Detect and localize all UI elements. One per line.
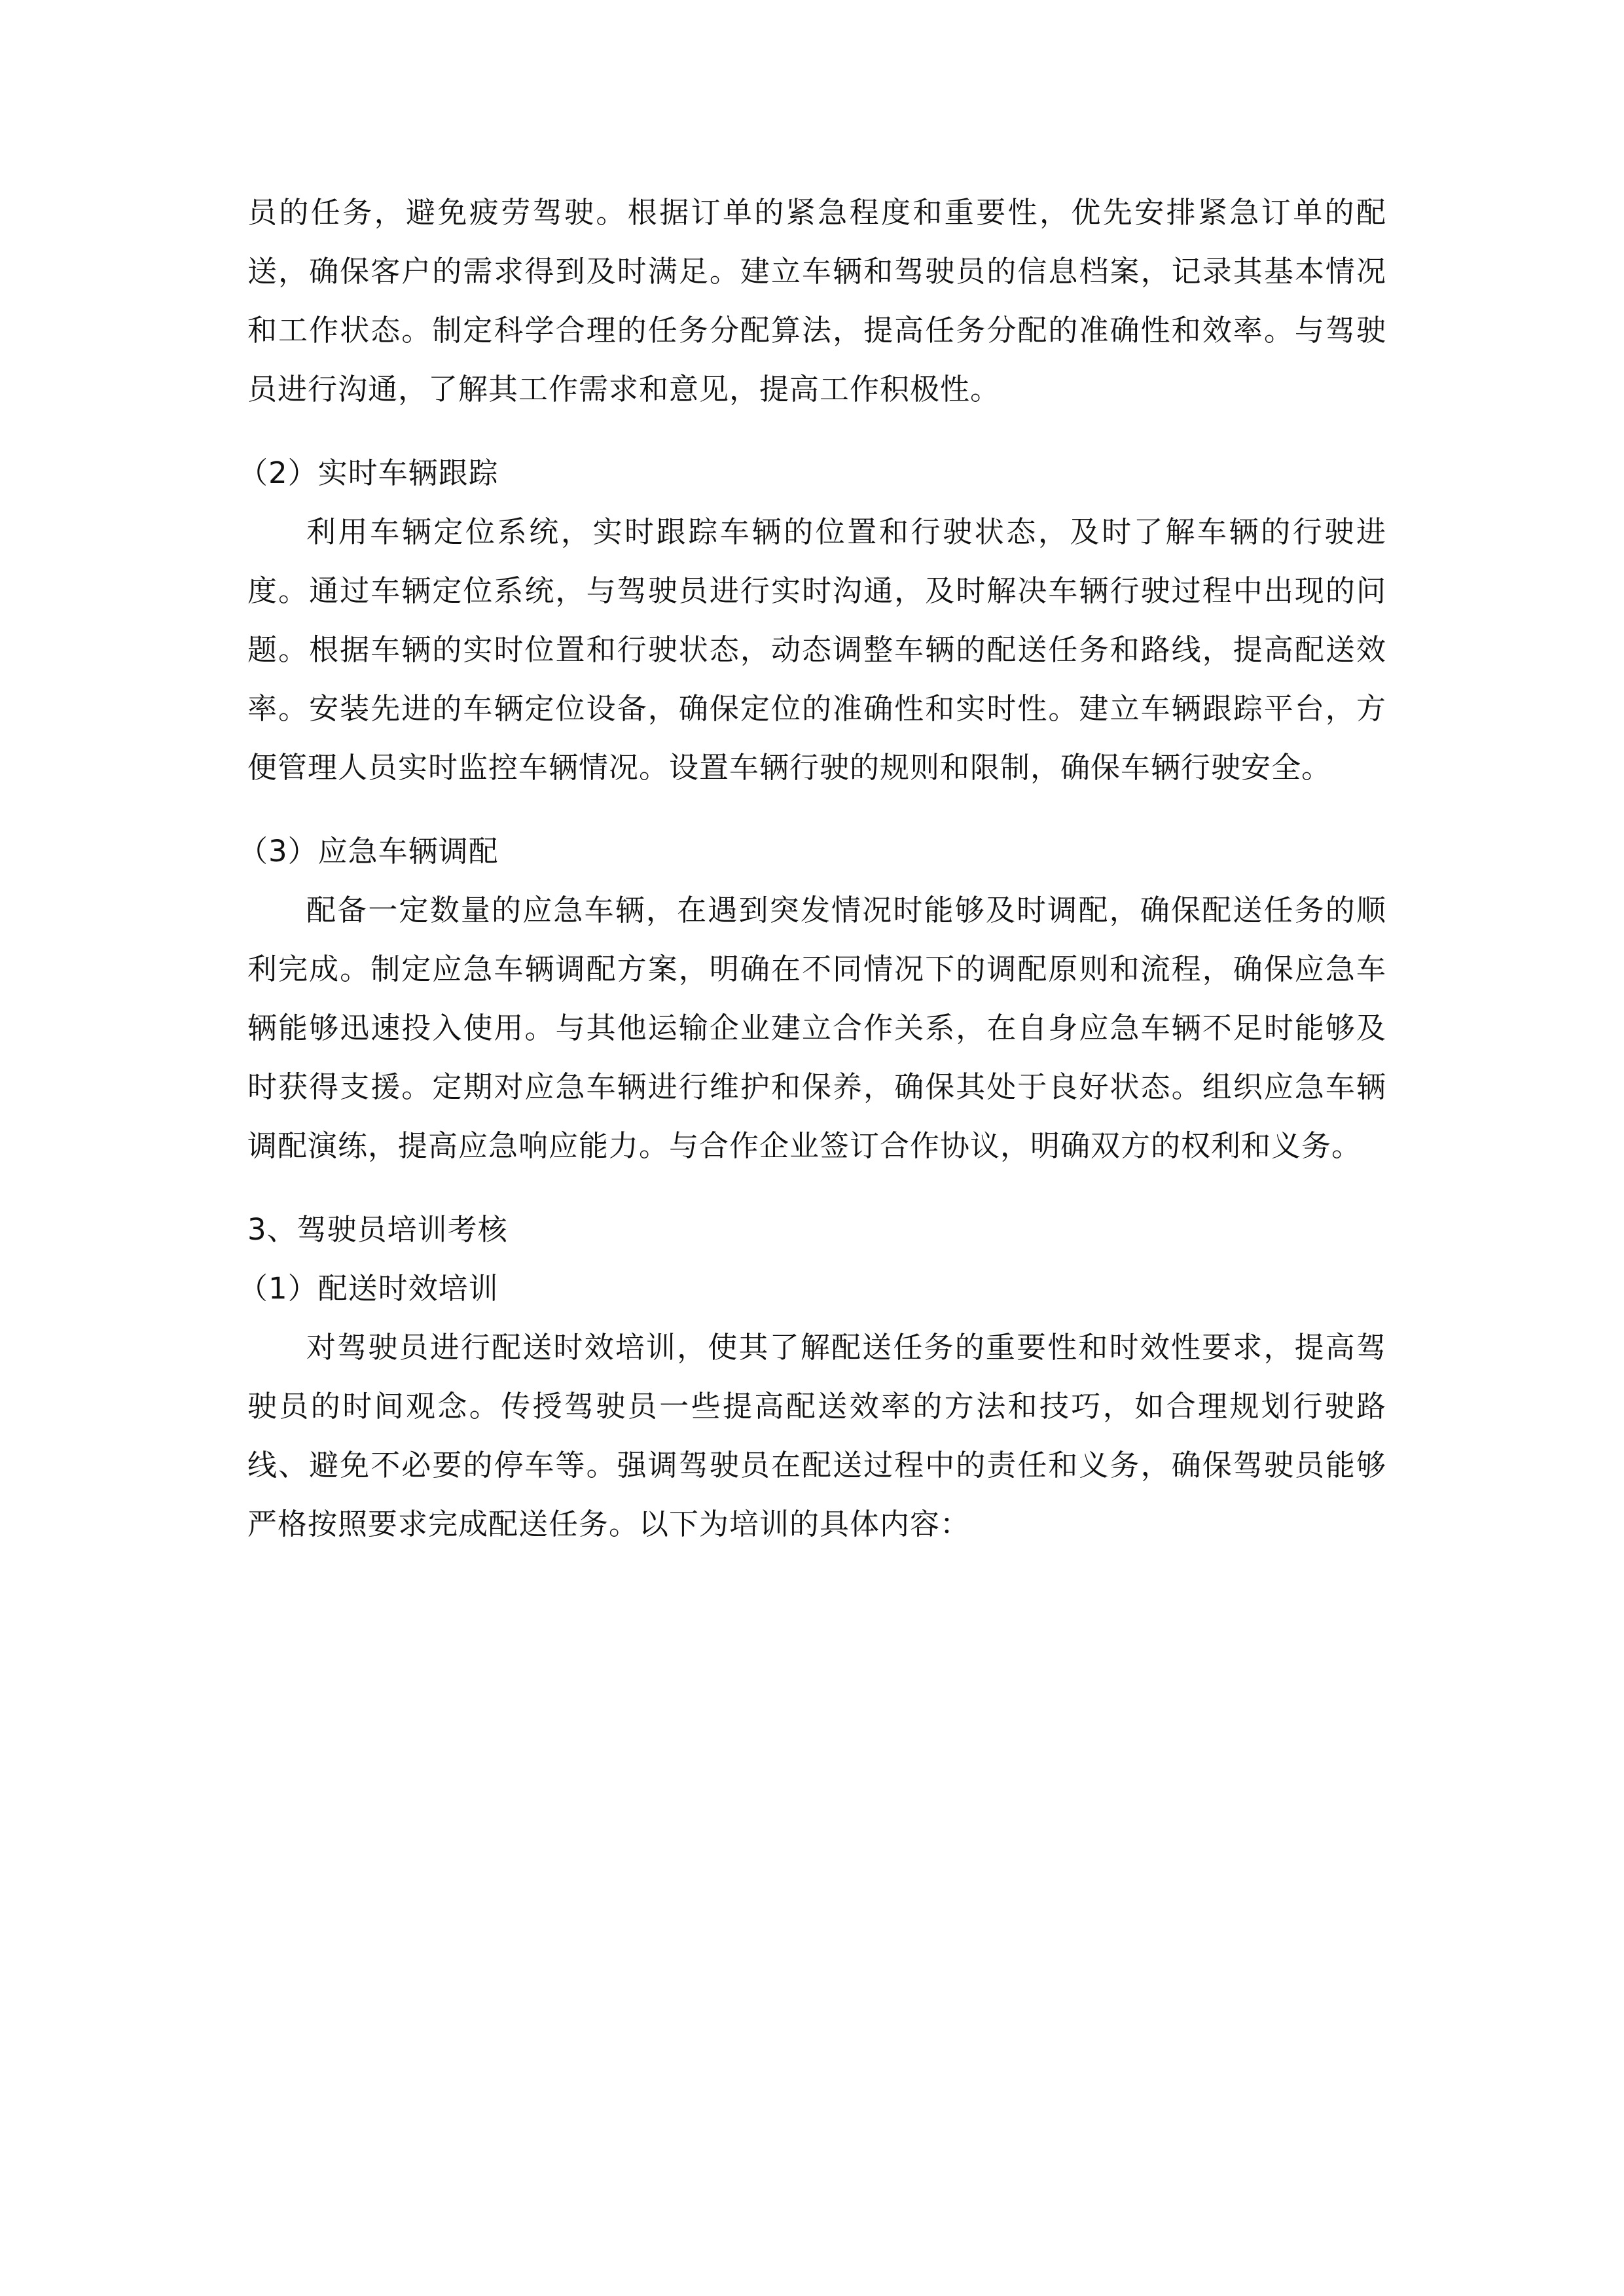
intro-paragraph: 员的任务，避免疲劳驾驶。根据订单的紧急程度和重要性，优先安排紧急订单的配送，确保客户的需求得到及时满足。建立车辆和驾驶员的信息档案，记录其基本情况和工作状态。制定科学合理的任务分配算法，提高任务分配的准确性和效率。与驾驶员进行沟通，了解其工作需求和意见，提高工作积极性。 <box>247 195 1386 406</box>
section-heading-emergency-dispatch: （3）应急车辆调配 <box>238 834 499 869</box>
document-body <box>238 183 1386 1554</box>
section-paragraph-emergency-dispatch: 配备一定数量的应急车辆，在遇到突发情况时能够及时调配，确保配送任务的顺利完成。制定应急车辆调配方案，明确在不同情况下的调配原则和流程，确保应急车辆能够迅速投入使用。与其他运输企业建立合作关系，在自身应急车辆不足时能够及时获得支援。定期对应急车辆进行维护和保养，确保其处于良好状态。组织应急车辆调配演练，提高应急响应能力。与合作企业签订合作协议，明确双方的权利和义务。 <box>247 893 1386 1163</box>
section-heading-delivery-timeliness: （1）配送时效培训 <box>238 1271 499 1306</box>
section-heading-realtime-tracking: （2）实时车辆跟踪 <box>238 456 499 490</box>
section-paragraph-delivery-timeliness: 对驾驶员进行配送时效培训，使其了解配送任务的重要性和时效性要求，提高驾驶员的时间观念。传授驾驶员一些提高配送效率的方法和技巧，如合理规划行驶路线、避免不必要的停车等。强调驾驶员在配送过程中的责任和义务，确保驾驶员能够严格按照要求完成配送任务。以下为培训的具体内容： <box>247 1330 1386 1541</box>
section-paragraph-realtime-tracking: 利用车辆定位系统，实时跟踪车辆的位置和行驶状态，及时了解车辆的行驶进度。通过车辆定位系统，与驾驶员进行实时沟通，及时解决车辆行驶过程中出现的问题。根据车辆的实时位置和行驶状态，动态调整车辆的配送任务和路线，提高配送效率。安装先进的车辆定位设备，确保定位的准确性和实时性。建立车辆跟踪平台，方便管理人员实时监控车辆情况。设置车辆行驶的规则和限制，确保车辆行驶安全。 <box>247 514 1386 785</box>
chapter-heading-driver-training: 3、驾驶员培训考核 <box>247 1212 508 1247</box>
